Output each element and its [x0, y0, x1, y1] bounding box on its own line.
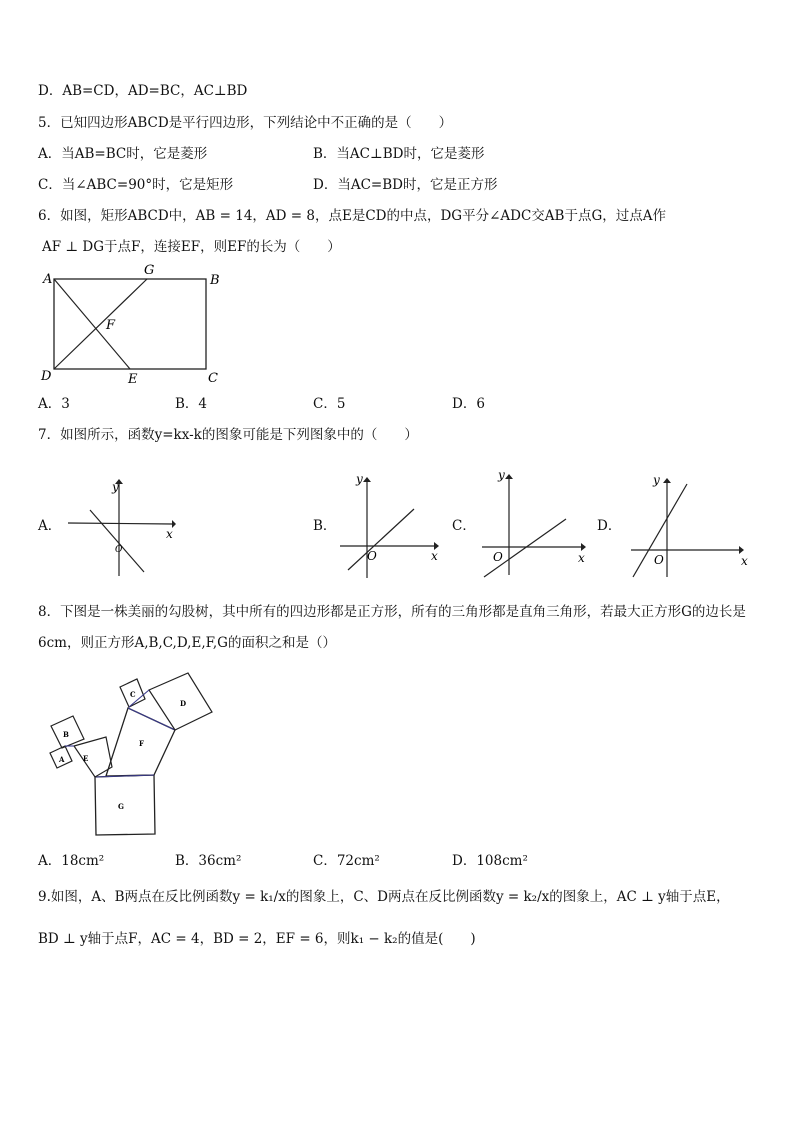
svg-text:O: O	[654, 553, 664, 567]
q6-option-a: A．3	[38, 396, 70, 412]
q5-option-c: C．当∠ABC=90°时，它是矩形	[38, 177, 234, 193]
q7-option-c-label: C．	[452, 518, 476, 534]
q6-option-b: B．4	[175, 396, 208, 412]
q7-graph-c	[478, 465, 598, 580]
label-f: F	[106, 318, 116, 333]
svg-text:y: y	[653, 473, 660, 487]
svg-text:E: E	[83, 754, 89, 763]
svg-text:C: C	[130, 690, 136, 699]
q7-option-b-label: B．	[313, 518, 337, 534]
square-e	[74, 737, 112, 777]
q7-graph-b	[336, 472, 446, 587]
label-g: G	[144, 263, 155, 278]
svg-text:x: x	[741, 554, 748, 568]
svg-text:y: y	[112, 480, 119, 494]
q8-stem-line2: 6cm，则正方形A,B,C,D,E,F,G的面积之和是（）	[38, 635, 336, 651]
q9-stem-line2: BD ⊥ y轴于点F，AC = 4，BD = 2，EF = 6，则k₁ − k₂的值是( )	[38, 931, 476, 947]
q7-option-a-label: A．	[38, 518, 62, 534]
q5-option-a: A．当AB=BC时，它是菱形	[38, 146, 208, 162]
q8-option-d: D．108cm²	[452, 853, 528, 869]
label-c: C	[208, 371, 218, 386]
q6-rectangle-figure	[36, 262, 236, 387]
q7-stem: 7．如图所示，函数y=kx-k的图象可能是下列图象中的（ ）	[38, 427, 418, 443]
q8-stem-line1: 8．下图是一株美丽的勾股树，其中所有的四边形都是正方形，所有的三角形都是直角三角形，若最大正方形G的边长是	[38, 604, 746, 620]
label-b: B	[210, 273, 220, 288]
q8-option-c: C．72cm²	[313, 853, 380, 869]
q5-option-d: D．当AC=BD时，它是正方形	[313, 177, 498, 193]
svg-text:y: y	[356, 472, 363, 486]
svg-text:x: x	[166, 527, 173, 541]
segment-ae	[54, 279, 130, 369]
q6-option-d: D．6	[452, 396, 485, 412]
square-g	[95, 775, 155, 835]
svg-text:A: A	[59, 755, 65, 764]
label-d: D	[41, 369, 52, 384]
q5-stem: 5．已知四边形ABCD是平行四边形，下列结论中不正确的是（ ）	[38, 115, 453, 131]
q8-option-a: A．18cm²	[38, 853, 105, 869]
q8-option-b: B．36cm²	[175, 853, 242, 869]
q7-option-d-label: D．	[597, 518, 622, 534]
label-e: E	[128, 372, 138, 387]
svg-text:D: D	[180, 699, 187, 708]
q8-pythagoras-tree-figure	[46, 668, 246, 843]
svg-text:y: y	[498, 468, 505, 482]
segment-dg	[54, 279, 147, 369]
rectangle-abcd	[54, 279, 206, 369]
q4-option-d: D．AB=CD，AD=BC，AC⊥BD	[38, 83, 248, 99]
svg-text:O: O	[493, 550, 503, 564]
q7-graph-a	[64, 476, 184, 586]
svg-text:F: F	[139, 739, 144, 748]
q6-option-c: C．5	[313, 396, 346, 412]
svg-text:B: B	[63, 730, 69, 739]
q7-graph-d	[625, 470, 755, 585]
label-a: A	[43, 272, 53, 287]
q9-stem-line1: 9.如图，A、B两点在反比例函数y = k₁/x的图象上，C、D两点在反比例函数y = k₂/x的图象上，AC ⊥ y轴于点E，	[38, 889, 730, 905]
svg-text:O: O	[367, 549, 377, 563]
svg-text:x: x	[431, 549, 438, 563]
q6-stem-line1: 6．如图，矩形ABCD中，AB = 14，AD = 8，点E是CD的中点，DG平分∠ADC交AB于点G，过点A作	[38, 208, 666, 224]
q6-stem-line2: AF ⊥ DG于点F，连接EF，则EF的长为（ ）	[42, 239, 341, 255]
svg-text:x: x	[578, 551, 585, 565]
q5-option-b: B．当AC⊥BD时，它是菱形	[313, 146, 485, 162]
svg-text:G: G	[118, 802, 124, 811]
svg-text:O: O	[115, 545, 123, 555]
